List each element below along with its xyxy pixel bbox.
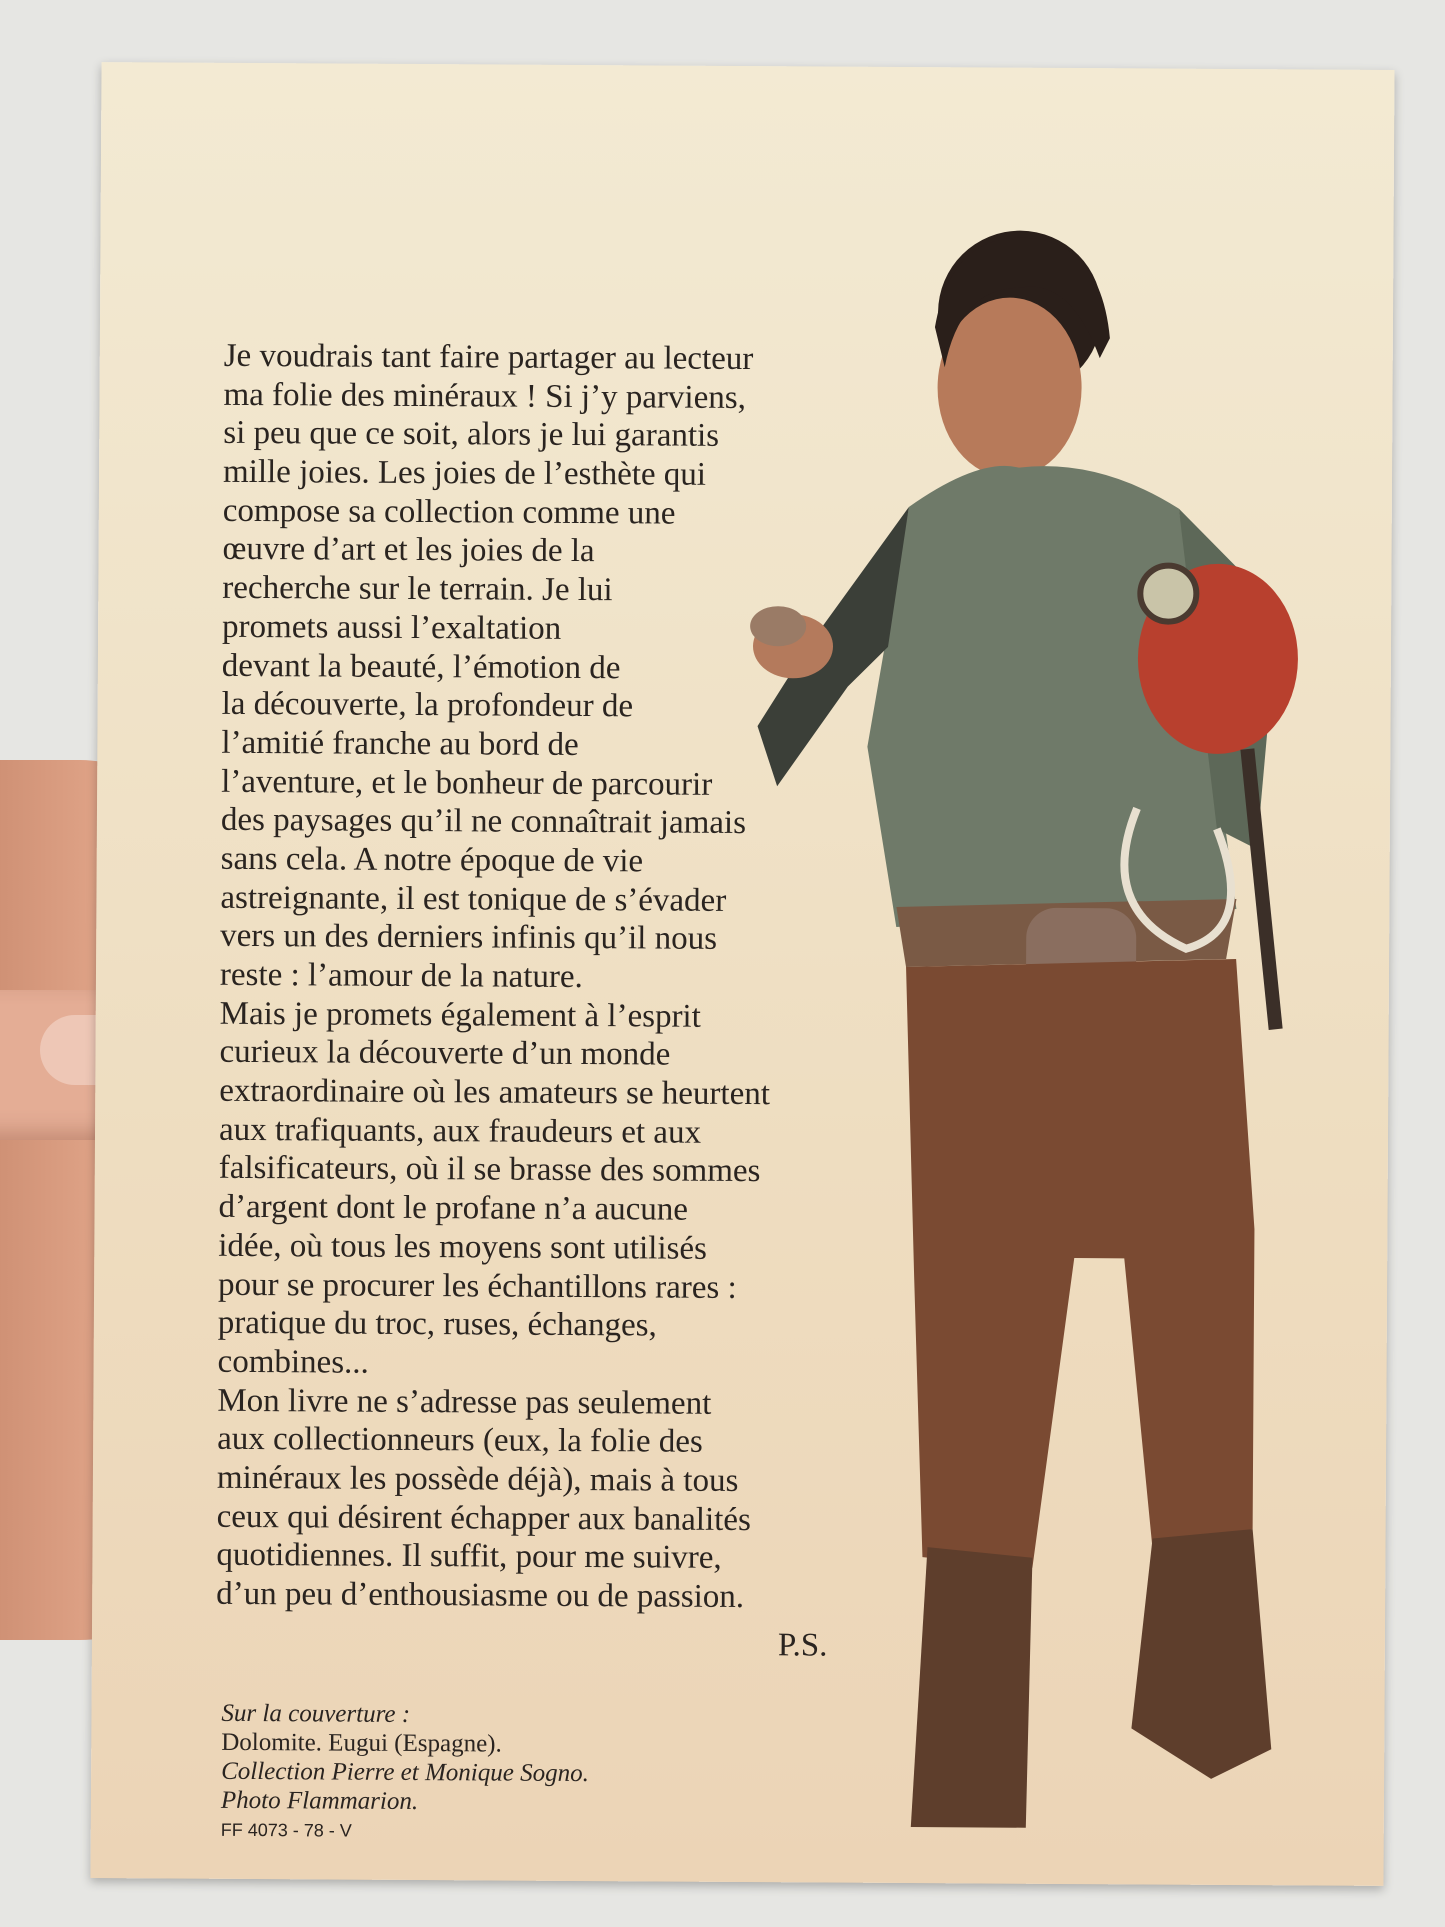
blurb-line: mille joies. Les joies de l’esthète qui <box>222 453 707 493</box>
blurb-line: astreignante, il est tonique de s’évader <box>220 879 727 919</box>
blurb-line: sans cela. A notre époque de vie <box>220 840 644 880</box>
blurb-line: promets aussi l’exaltation <box>222 608 562 647</box>
blurb-line: aux collectionneurs (eux, la folie des <box>217 1421 703 1461</box>
blurb-line: l’aventure, et le bonheur de parcourir <box>221 763 713 803</box>
blurb-line: idée, où tous les moyens sont utilisés <box>218 1227 707 1267</box>
blurb-line: pratique du troc, ruses, échanges, <box>217 1304 657 1344</box>
blurb-line: falsificateurs, où il se brasse des sommes <box>218 1150 761 1190</box>
blurb-line: Je voudrais tant faire partager au lecteur <box>223 337 754 378</box>
credits-photo: Photo Flammarion. <box>220 1786 419 1816</box>
blurb-line: la découverte, la profondeur de <box>221 686 634 725</box>
blurb-line: Mais je promets également à l’esprit <box>219 995 701 1035</box>
author-signature: P.S. <box>777 1627 828 1664</box>
blurb-line: des paysages qu’il ne connaîtrait jamais <box>220 802 747 842</box>
blurb-line: recherche sur le terrain. Je lui <box>222 569 613 609</box>
blurb-line: curieux la découverte d’un monde <box>219 1034 671 1073</box>
blurb-line: si peu que ce soit, alors je lui garantis <box>223 415 720 455</box>
blurb-line: minéraux les possède déjà), mais à tous <box>216 1459 739 1499</box>
blurb-line: compose sa collection comme une <box>222 492 676 532</box>
book-back-cover <box>90 62 1394 1886</box>
blurb-line: l’amitié franche au bord de <box>221 724 579 763</box>
blurb-line: Mon livre ne s’adresse pas seulement <box>217 1382 712 1422</box>
credits-heading: Sur la couverture : <box>221 1699 411 1728</box>
blurb-line: ma folie des minéraux ! Si j’y parviens, <box>223 376 747 416</box>
blurb-line: vers un des derniers infinis qu’il nous <box>220 918 718 958</box>
blurb-line: d’un peu d’enthousiasme ou de passion. <box>216 1575 745 1616</box>
blurb-line: ceux qui désirent échapper aux banalités <box>216 1498 751 1538</box>
blurb-line: aux trafiquants, aux fraudeurs et aux <box>218 1111 702 1151</box>
cover-credits <box>221 1699 590 1843</box>
blurb-line: œuvre d’art et les joies de la <box>222 531 595 570</box>
back-cover-blurb <box>216 337 774 1617</box>
catalog-code: FF 4073 - 78 - V <box>220 1819 352 1841</box>
credits-collection: Collection Pierre et Monique Sogno. <box>221 1757 589 1788</box>
blurb-line: d’argent dont le profane n’a aucune <box>218 1188 689 1228</box>
blurb-line: pour se procurer les échantillons rares : <box>217 1266 737 1306</box>
blurb-line: quotidiennes. Il suffit, pour me suivre, <box>216 1537 722 1577</box>
blurb-line: devant la beauté, l’émotion de <box>221 647 621 686</box>
blurb-line: combines... <box>217 1343 369 1381</box>
blurb-line: extraordinaire où les amateurs se heurtent <box>219 1072 771 1113</box>
blurb-line: reste : l’amour de la nature. <box>219 956 583 996</box>
photo-mineral-collector <box>711 126 1441 1850</box>
credits-subject: Dolomite. Eugui (Espagne). <box>221 1728 502 1758</box>
